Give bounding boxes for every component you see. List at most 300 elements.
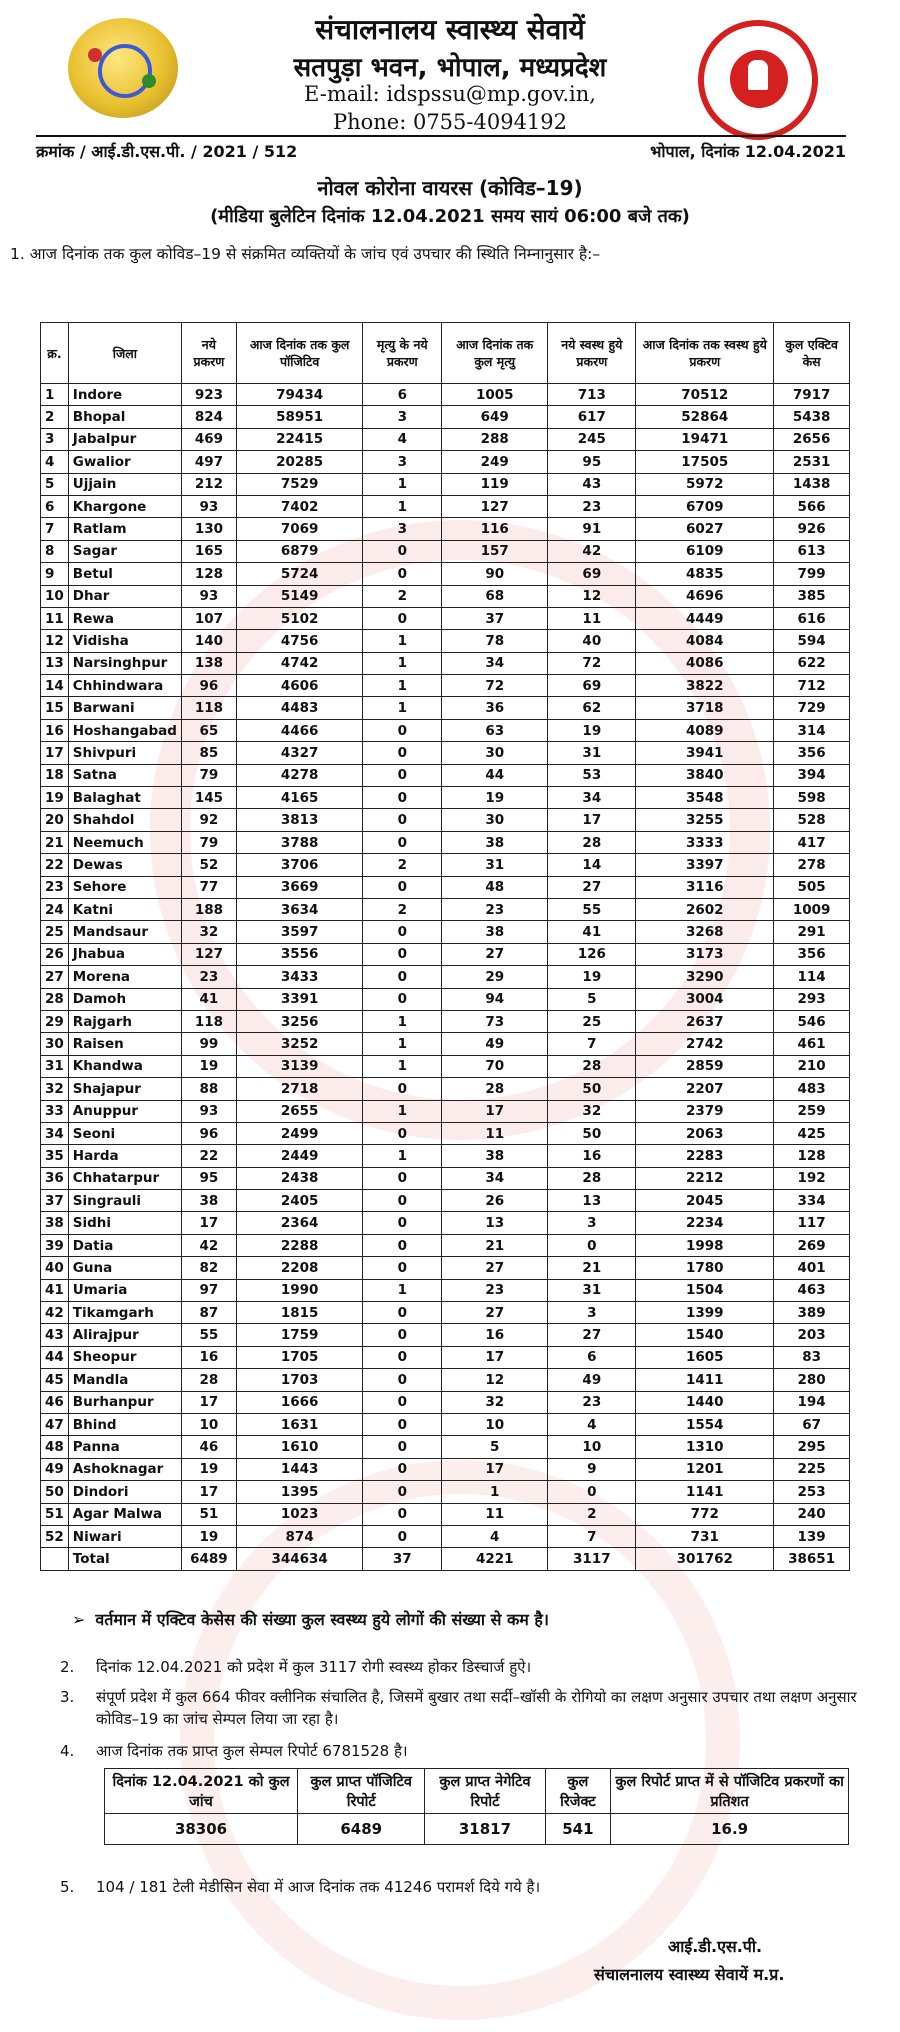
table-row — [41, 697, 850, 719]
table-row — [41, 787, 850, 809]
table-cell: 2212 — [636, 1167, 774, 1189]
table-cell: 21 — [442, 1234, 548, 1256]
sample-column-header: दिनांक 12.04.2021 को कुल जांच — [105, 1769, 298, 1814]
table-cell: 5102 — [236, 607, 363, 629]
table-cell: 38 — [442, 1145, 548, 1167]
table-cell: 598 — [774, 787, 850, 809]
table-cell: 138 — [181, 652, 236, 674]
table-row — [41, 1033, 850, 1055]
table-cell: 5 — [548, 988, 636, 1010]
table-cell: 30 — [442, 742, 548, 764]
table-row — [41, 1234, 850, 1256]
table-cell: 926 — [774, 518, 850, 540]
table-cell: 3004 — [636, 988, 774, 1010]
note-2: 2. दिनांक 12.04.2021 को प्रदेश में कुल 3117 रोगी स्वस्थ्य होकर डिस्चार्ज हुऐ। — [60, 1658, 532, 1676]
table-cell: 38 — [442, 831, 548, 853]
table-cell: 49 — [41, 1458, 69, 1480]
table-cell: 44 — [442, 764, 548, 786]
table-cell: 505 — [774, 876, 850, 898]
table-cell: 11 — [442, 1503, 548, 1525]
table-cell: 1005 — [442, 384, 548, 406]
table-cell: 203 — [774, 1324, 850, 1346]
table-row — [41, 1010, 850, 1032]
district-name: Panna — [68, 1436, 181, 1458]
table-row — [41, 1369, 850, 1391]
table-cell: 33 — [41, 1100, 69, 1122]
table-cell: 622 — [774, 652, 850, 674]
table-cell: 3822 — [636, 675, 774, 697]
table-cell: 188 — [181, 898, 236, 920]
sample-values-row — [105, 1814, 849, 1845]
table-row — [41, 1122, 850, 1144]
table-cell: 67 — [774, 1413, 850, 1435]
district-name: Singrauli — [68, 1190, 181, 1212]
district-name: Rajgarh — [68, 1010, 181, 1032]
sample-value: 6489 — [298, 1814, 425, 1845]
table-cell: 95 — [548, 451, 636, 473]
table-cell: 127 — [442, 495, 548, 517]
table-cell: 1 — [363, 1033, 442, 1055]
table-header-row — [41, 323, 850, 384]
table-row — [41, 831, 850, 853]
table-cell: 92 — [181, 809, 236, 831]
table-cell: 15 — [41, 697, 69, 719]
table-cell: 50 — [548, 1078, 636, 1100]
sample-column-header: कुल रिजेक्ट — [545, 1769, 611, 1814]
table-row — [41, 854, 850, 876]
table-cell: 1759 — [236, 1324, 363, 1346]
table-cell: 0 — [363, 1369, 442, 1391]
table-cell: 44 — [41, 1346, 69, 1368]
table-row — [41, 898, 850, 920]
table-cell: 16 — [442, 1324, 548, 1346]
district-name: Shivpuri — [68, 742, 181, 764]
table-row — [41, 451, 850, 473]
table-cell: 38 — [442, 921, 548, 943]
sample-column-header: कुल रिपोर्ट प्राप्त में से पॉजिटिव प्रकरणों का प्रतिशत — [611, 1769, 849, 1814]
table-cell: 1 — [363, 697, 442, 719]
table-cell: 3268 — [636, 921, 774, 943]
district-name: Seoni — [68, 1122, 181, 1144]
arrow-bullet-icon: ➢ — [72, 1610, 86, 1629]
table-cell: 12 — [548, 585, 636, 607]
table-cell: 83 — [774, 1346, 850, 1368]
district-name: Sidhi — [68, 1212, 181, 1234]
table-cell: 28 — [41, 988, 69, 1010]
table-cell: 20285 — [236, 451, 363, 473]
table-cell: 0 — [363, 787, 442, 809]
table-cell: 11 — [442, 1122, 548, 1144]
table-cell: 45 — [41, 1369, 69, 1391]
table-row — [41, 518, 850, 540]
table-cell: 0 — [363, 719, 442, 741]
table-cell: 16 — [41, 719, 69, 741]
district-name: Indore — [68, 384, 181, 406]
table-cell: 5724 — [236, 563, 363, 585]
table-row — [41, 1458, 850, 1480]
district-name: Dindori — [68, 1481, 181, 1503]
table-cell: 17 — [181, 1481, 236, 1503]
table-cell: 0 — [363, 831, 442, 853]
table-cell: 39 — [41, 1234, 69, 1256]
table-cell: 334 — [774, 1190, 850, 1212]
district-name: Damoh — [68, 988, 181, 1010]
column-header: आज दिनांक तक कुल पॉजिटिव — [236, 323, 363, 384]
district-name: Mandsaur — [68, 921, 181, 943]
table-cell: 4835 — [636, 563, 774, 585]
district-name: Shajapur — [68, 1078, 181, 1100]
table-cell: 116 — [442, 518, 548, 540]
table-cell: 1141 — [636, 1481, 774, 1503]
table-cell: 3 — [548, 1212, 636, 1234]
table-cell: 96 — [181, 675, 236, 697]
table-cell: 28 — [548, 1055, 636, 1077]
table-cell: 1815 — [236, 1302, 363, 1324]
bulletin-intro: 1. आज दिनांक तक कुल कोविड–19 से संक्रमित व्यक्तियों के जांच एवं उपचार की स्थिति निम्नानुसार है:– — [10, 245, 601, 263]
table-cell: 0 — [363, 1413, 442, 1435]
table-cell: 53 — [548, 764, 636, 786]
table-cell: 2405 — [236, 1190, 363, 1212]
total-cell: 344634 — [236, 1548, 363, 1571]
table-cell: 130 — [181, 518, 236, 540]
table-row — [41, 406, 850, 428]
table-cell: 3597 — [236, 921, 363, 943]
district-name: Anuppur — [68, 1100, 181, 1122]
table-cell: 107 — [181, 607, 236, 629]
table-cell: 17 — [181, 1391, 236, 1413]
table-cell: 1504 — [636, 1279, 774, 1301]
district-name: Alirajpur — [68, 1324, 181, 1346]
reference-number: क्रमांक / आई.डी.एस.पी. / 2021 / 512 — [36, 142, 298, 161]
table-row — [41, 1145, 850, 1167]
table-cell: 7 — [548, 1525, 636, 1547]
table-row — [41, 495, 850, 517]
table-cell: 0 — [363, 1190, 442, 1212]
table-cell: 21 — [548, 1257, 636, 1279]
table-cell: 0 — [363, 1257, 442, 1279]
table-row — [41, 652, 850, 674]
table-cell: 127 — [181, 943, 236, 965]
table-cell: 32 — [181, 921, 236, 943]
table-cell: 1 — [442, 1481, 548, 1503]
table-cell: 613 — [774, 540, 850, 562]
table-cell: 6 — [41, 495, 69, 517]
district-name: Gwalior — [68, 451, 181, 473]
table-cell: 51 — [41, 1503, 69, 1525]
table-row — [41, 1346, 850, 1368]
table-row — [41, 630, 850, 652]
table-cell: 40 — [548, 630, 636, 652]
table-cell: 50 — [548, 1122, 636, 1144]
column-header: कुल एक्टिव केस — [774, 323, 850, 384]
table-cell: 82 — [181, 1257, 236, 1279]
table-cell: 118 — [181, 697, 236, 719]
table-cell: 5972 — [636, 473, 774, 495]
table-cell: 385 — [774, 585, 850, 607]
table-row — [41, 988, 850, 1010]
table-cell: 91 — [548, 518, 636, 540]
table-cell: 2283 — [636, 1145, 774, 1167]
table-cell: 0 — [363, 1167, 442, 1189]
total-cell: 301762 — [636, 1548, 774, 1571]
district-name: Jabalpur — [68, 428, 181, 450]
note-bullet-text: वर्तमान में एक्टिव केसेस की संख्या कुल स्वस्थ्य हुये लोगों की संख्या से कम है। — [95, 1610, 549, 1629]
table-cell: 31 — [548, 1279, 636, 1301]
table-cell: 47 — [41, 1413, 69, 1435]
table-cell: 55 — [548, 898, 636, 920]
table-row — [41, 675, 850, 697]
table-cell: 7917 — [774, 384, 850, 406]
table-cell: 394 — [774, 764, 850, 786]
total-cell: 6489 — [181, 1548, 236, 1571]
table-cell: 5 — [442, 1436, 548, 1458]
reference-line — [36, 140, 846, 162]
table-cell: 2364 — [236, 1212, 363, 1234]
table-cell: 16 — [548, 1145, 636, 1167]
table-cell: 1610 — [236, 1436, 363, 1458]
total-cell: 4221 — [442, 1548, 548, 1571]
table-cell: 3397 — [636, 854, 774, 876]
district-name: Sheopur — [68, 1346, 181, 1368]
district-name: Vidisha — [68, 630, 181, 652]
table-cell: 48 — [41, 1436, 69, 1458]
table-cell: 11 — [41, 607, 69, 629]
table-cell: 79 — [181, 831, 236, 853]
table-cell: 36 — [442, 697, 548, 719]
table-cell: 2859 — [636, 1055, 774, 1077]
table-cell: 28 — [548, 831, 636, 853]
table-cell: 99 — [181, 1033, 236, 1055]
district-name: Guna — [68, 1257, 181, 1279]
table-cell: 139 — [774, 1525, 850, 1547]
table-row — [41, 585, 850, 607]
column-header: मृत्यु के नये प्रकरण — [363, 323, 442, 384]
table-cell: 14 — [548, 854, 636, 876]
table-cell: 51 — [181, 1503, 236, 1525]
table-cell: 19 — [181, 1055, 236, 1077]
table-cell: 43 — [41, 1324, 69, 1346]
table-cell: 1440 — [636, 1391, 774, 1413]
table-cell: 249 — [442, 451, 548, 473]
table-cell: 69 — [548, 675, 636, 697]
district-name: Sehore — [68, 876, 181, 898]
sample-table — [104, 1768, 849, 1845]
table-cell: 923 — [181, 384, 236, 406]
district-name: Satna — [68, 764, 181, 786]
table-cell: 3333 — [636, 831, 774, 853]
table-cell: 288 — [442, 428, 548, 450]
table-cell: 617 — [548, 406, 636, 428]
table-cell: 6 — [363, 384, 442, 406]
table-cell: 27 — [442, 1257, 548, 1279]
table-cell: 2 — [41, 406, 69, 428]
district-name: Neemuch — [68, 831, 181, 853]
table-cell: 1009 — [774, 898, 850, 920]
table-cell: 0 — [363, 1346, 442, 1368]
table-row — [41, 1324, 850, 1346]
table-cell: 23 — [41, 876, 69, 898]
table-cell: 1443 — [236, 1458, 363, 1480]
table-cell: 3391 — [236, 988, 363, 1010]
table-row — [41, 742, 850, 764]
table-cell: 93 — [181, 1100, 236, 1122]
table-row — [41, 1525, 850, 1547]
table-cell: 27 — [442, 1302, 548, 1324]
table-cell: 6879 — [236, 540, 363, 562]
table-cell: 19 — [442, 787, 548, 809]
table-cell: 4696 — [636, 585, 774, 607]
table-cell: 1998 — [636, 1234, 774, 1256]
table-cell: 55 — [181, 1324, 236, 1346]
table-cell: 38 — [41, 1212, 69, 1234]
sample-value: 16.9 — [611, 1814, 849, 1845]
table-cell: 85 — [181, 742, 236, 764]
table-cell: 3718 — [636, 697, 774, 719]
table-row — [41, 563, 850, 585]
table-row — [41, 1212, 850, 1234]
table-cell: 37 — [41, 1190, 69, 1212]
table-cell: 13 — [41, 652, 69, 674]
table-cell: 65 — [181, 719, 236, 741]
table-cell: 356 — [774, 742, 850, 764]
table-cell: 21 — [41, 831, 69, 853]
district-name: Betul — [68, 563, 181, 585]
table-cell: 6027 — [636, 518, 774, 540]
column-header: आज दिनांक तक कुल मृत्यु — [442, 323, 548, 384]
table-cell: 3433 — [236, 966, 363, 988]
table-cell: 3256 — [236, 1010, 363, 1032]
table-cell: 2234 — [636, 1212, 774, 1234]
table-cell: 616 — [774, 607, 850, 629]
table-cell: 3669 — [236, 876, 363, 898]
table-cell: 40 — [41, 1257, 69, 1279]
note-5: 5. 104 / 181 टेली मेडीसिन सेवा में आज दिनांक तक 41246 परामर्श दिये गये है। — [60, 1878, 541, 1896]
table-cell: 6109 — [636, 540, 774, 562]
table-cell: 31 — [548, 742, 636, 764]
table-row — [41, 1436, 850, 1458]
table-cell: 0 — [363, 876, 442, 898]
district-name: Bhind — [68, 1413, 181, 1435]
table-cell: 1 — [363, 675, 442, 697]
table-cell: 1 — [363, 1100, 442, 1122]
table-cell: 17 — [181, 1212, 236, 1234]
table-cell: 0 — [363, 1481, 442, 1503]
table-cell: 28 — [548, 1167, 636, 1189]
table-cell: 3813 — [236, 809, 363, 831]
sample-value: 38306 — [105, 1814, 298, 1845]
table-cell: 34 — [442, 652, 548, 674]
table-cell: 70 — [442, 1055, 548, 1077]
table-cell: 10 — [548, 1436, 636, 1458]
district-name: Khandwa — [68, 1055, 181, 1077]
table-cell: 4 — [363, 428, 442, 450]
table-row — [41, 921, 850, 943]
table-cell: 19471 — [636, 428, 774, 450]
table-cell: 3840 — [636, 764, 774, 786]
table-cell: 0 — [363, 607, 442, 629]
table-cell: 0 — [363, 943, 442, 965]
table-cell: 2379 — [636, 1100, 774, 1122]
table-cell: 22 — [41, 854, 69, 876]
table-cell: 594 — [774, 630, 850, 652]
table-cell: 46 — [41, 1391, 69, 1413]
table-cell: 42 — [41, 1302, 69, 1324]
district-name: Umaria — [68, 1279, 181, 1301]
table-cell: 0 — [363, 1122, 442, 1144]
table-cell: 0 — [363, 1078, 442, 1100]
table-cell: 2742 — [636, 1033, 774, 1055]
table-cell: 13 — [548, 1190, 636, 1212]
district-name: Agar Malwa — [68, 1503, 181, 1525]
table-cell: 1540 — [636, 1324, 774, 1346]
table-cell: 4606 — [236, 675, 363, 697]
table-cell: 469 — [181, 428, 236, 450]
table-cell: 3 — [41, 428, 69, 450]
table-row — [41, 1481, 850, 1503]
table-cell: 22 — [181, 1145, 236, 1167]
header-rule — [36, 135, 846, 137]
column-header: नये प्रकरण — [181, 323, 236, 384]
table-cell: 118 — [181, 1010, 236, 1032]
district-name: Raisen — [68, 1033, 181, 1055]
table-cell: 1395 — [236, 1481, 363, 1503]
table-cell: 69 — [548, 563, 636, 585]
table-cell: 17 — [442, 1100, 548, 1122]
table-cell: 145 — [181, 787, 236, 809]
table-cell: 731 — [636, 1525, 774, 1547]
table-cell: 17 — [442, 1346, 548, 1368]
table-cell: 1605 — [636, 1346, 774, 1368]
district-name: Dhar — [68, 585, 181, 607]
table-cell: 16 — [181, 1346, 236, 1368]
table-cell: 1 — [363, 630, 442, 652]
table-cell: 126 — [548, 943, 636, 965]
table-cell: 10 — [41, 585, 69, 607]
table-cell: 3 — [548, 1302, 636, 1324]
table-cell: 63 — [442, 719, 548, 741]
table-cell: 34 — [548, 787, 636, 809]
district-name: Ujjain — [68, 473, 181, 495]
table-cell: 23 — [442, 898, 548, 920]
table-row — [41, 428, 850, 450]
table-cell: 7529 — [236, 473, 363, 495]
table-cell: 0 — [363, 966, 442, 988]
table-cell: 30 — [41, 1033, 69, 1055]
table-cell: 2 — [363, 898, 442, 920]
district-name: Hoshangabad — [68, 719, 181, 741]
table-cell: 259 — [774, 1100, 850, 1122]
table-cell: 29 — [442, 966, 548, 988]
total-cell — [41, 1548, 69, 1571]
table-cell: 2449 — [236, 1145, 363, 1167]
table-cell: 2499 — [236, 1122, 363, 1144]
table-row — [41, 1078, 850, 1100]
table-cell: 2063 — [636, 1122, 774, 1144]
district-name: Katni — [68, 898, 181, 920]
table-cell: 2 — [363, 585, 442, 607]
table-cell: 2718 — [236, 1078, 363, 1100]
table-cell: 78 — [442, 630, 548, 652]
table-row — [41, 1279, 850, 1301]
table-cell: 4327 — [236, 742, 363, 764]
table-cell: 11 — [548, 607, 636, 629]
table-cell: 291 — [774, 921, 850, 943]
table-cell: 90 — [442, 563, 548, 585]
dept-phone: Phone: 0755-4094192 — [332, 110, 568, 134]
table-cell: 4 — [41, 451, 69, 473]
table-cell: 1 — [363, 1010, 442, 1032]
table-cell: 4278 — [236, 764, 363, 786]
